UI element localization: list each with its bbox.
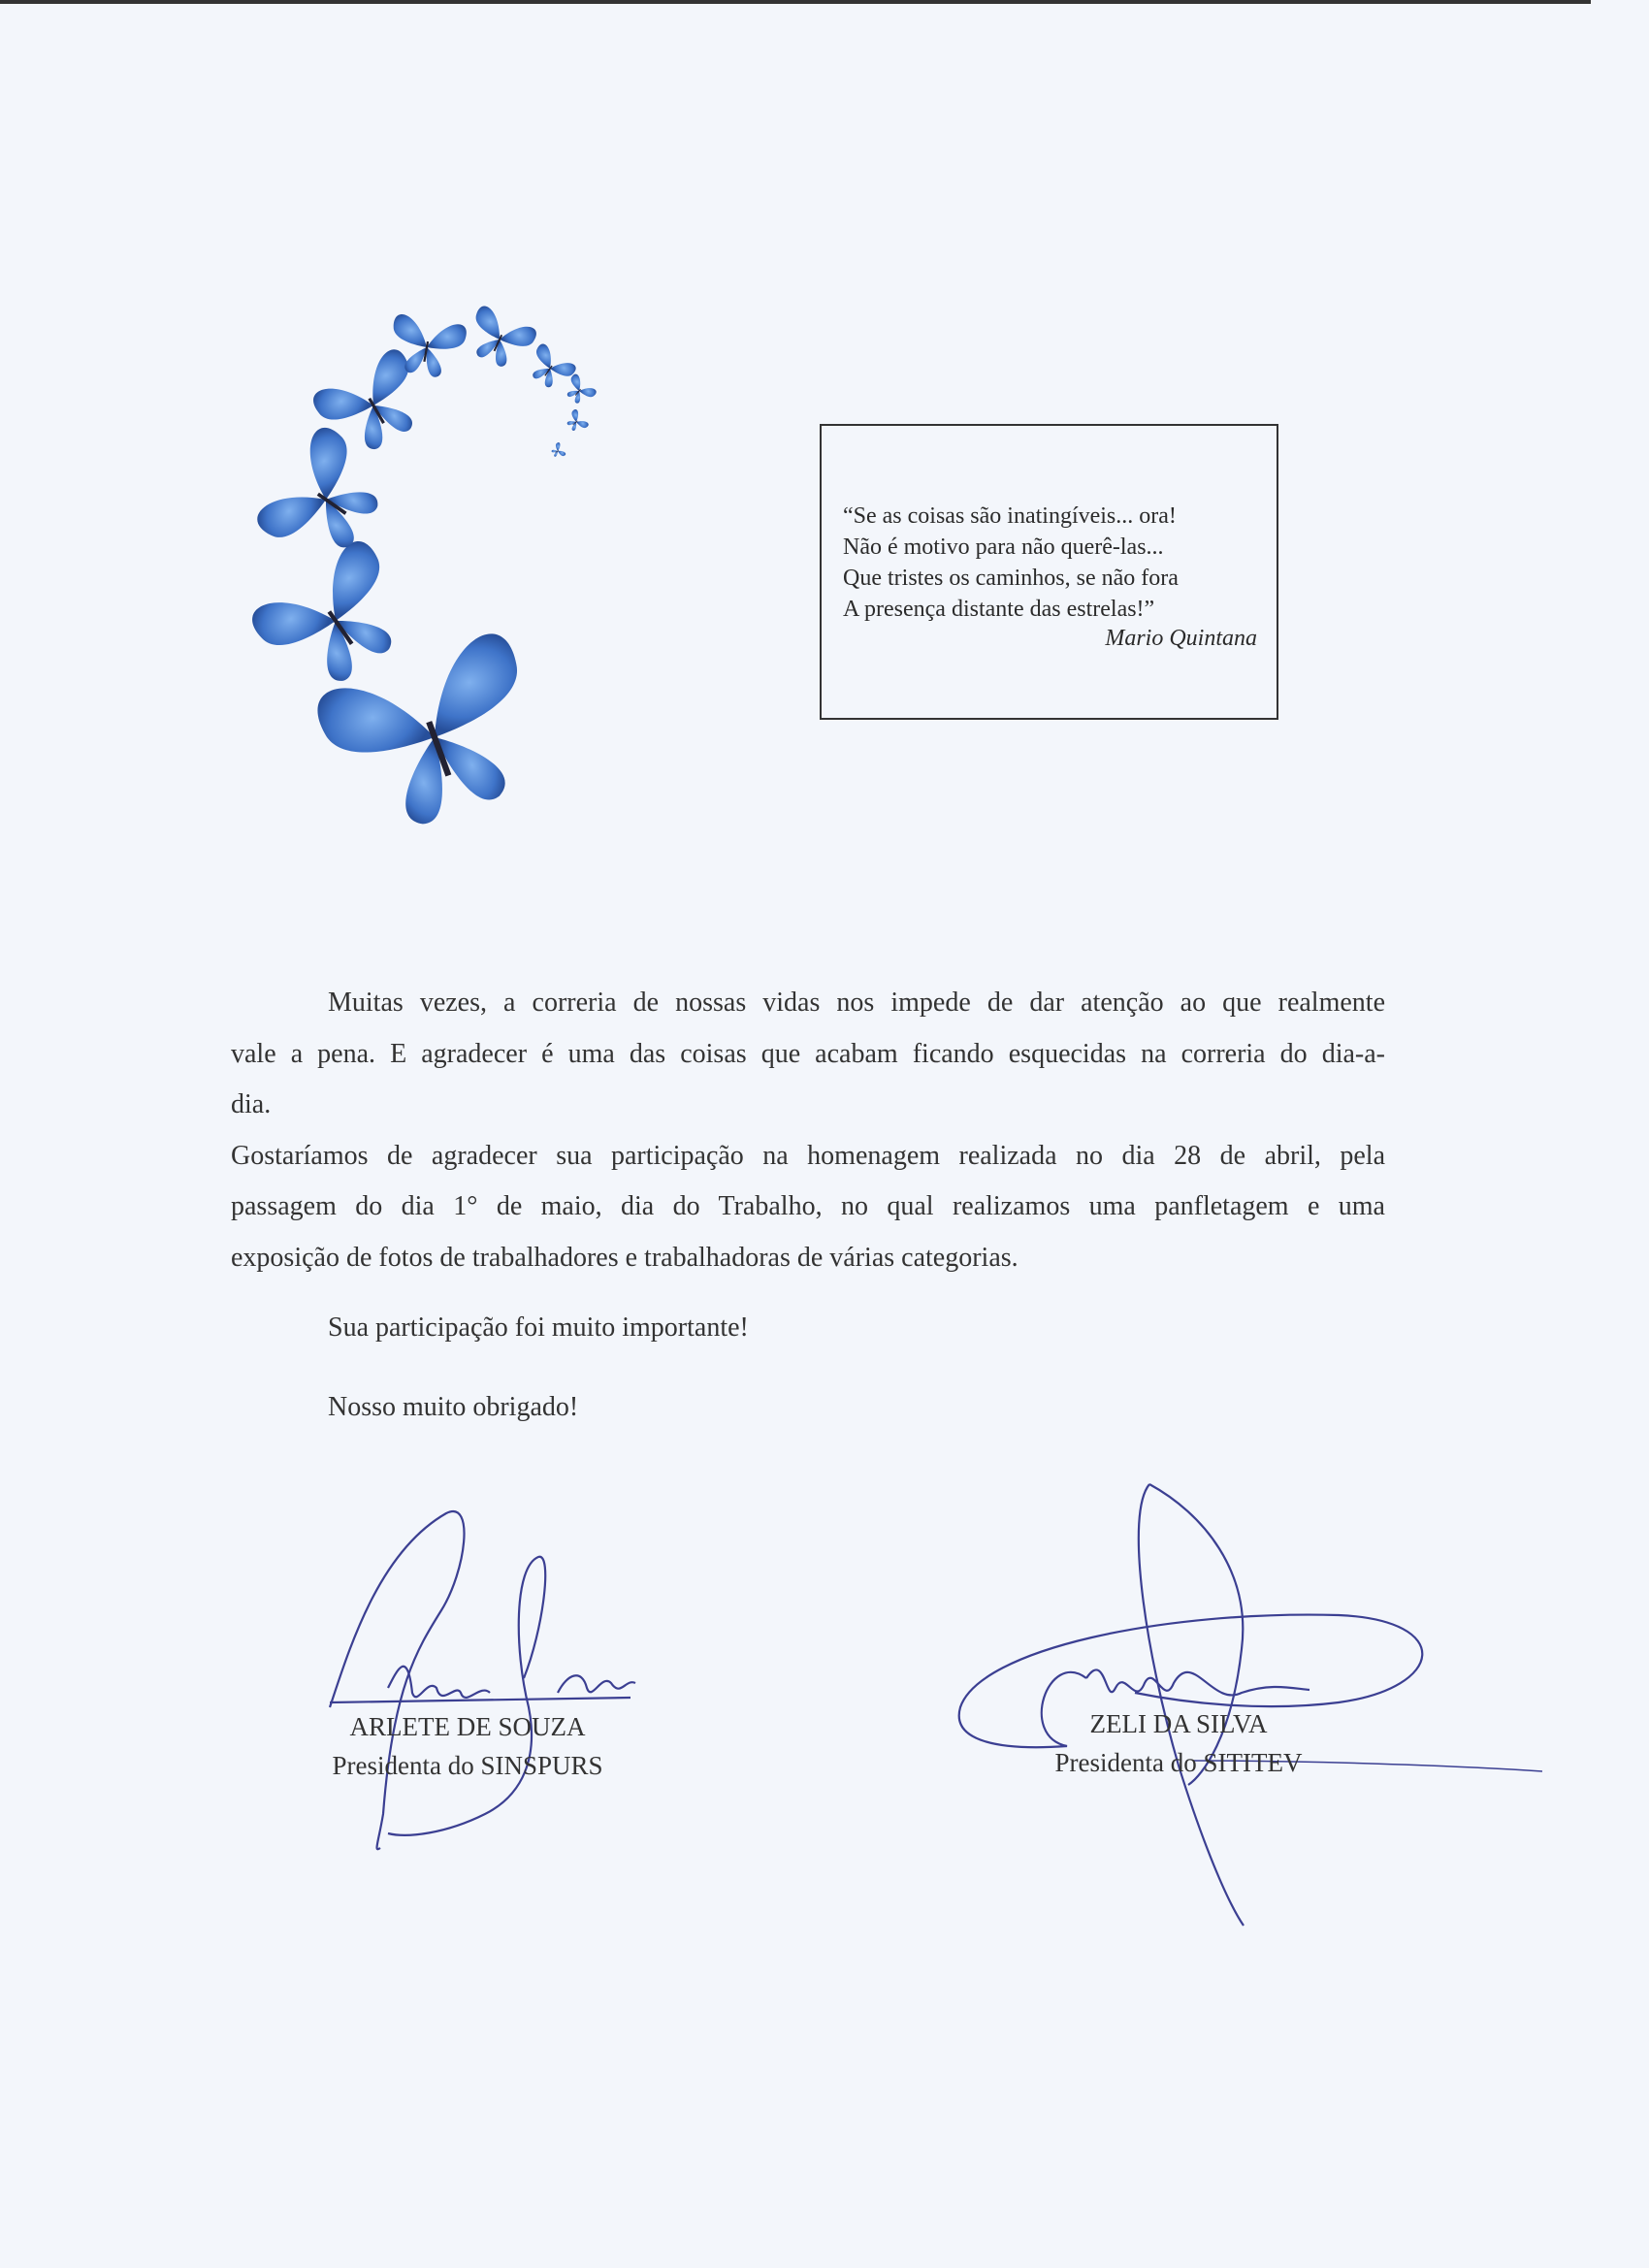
butterflies-illustration xyxy=(233,291,621,863)
signatory-name: ZELI DA SILVA xyxy=(1089,1709,1268,1738)
butterfly xyxy=(522,342,577,396)
signatory-title: Presidenta do SITITEV xyxy=(1054,1748,1303,1777)
butterfly xyxy=(461,304,539,374)
signatory-name: ARLETE DE SOUZA xyxy=(349,1712,586,1741)
scan-edge xyxy=(0,0,1591,4)
closing-importance: Sua participação foi muito importante! xyxy=(328,1312,749,1343)
signature-zeli xyxy=(959,1484,1542,1926)
signature-arlete xyxy=(330,1511,635,1849)
quote-box xyxy=(820,424,1278,720)
butterfly xyxy=(246,535,425,706)
butterfly xyxy=(561,373,598,408)
body-line: dia. xyxy=(231,1089,272,1119)
body-line: vale a pena. E agradecer é uma das coisas que acabam ficando esquecidas na correria do dia-a- xyxy=(231,1038,1385,1069)
body-line: Muitas vezes, a correria de nossas vidas nos impede de dar atenção ao que realmente xyxy=(328,988,1385,1018)
body-line: Gostaríamos de agradecer sua participação na homenagem realizada no dia 28 de abril, pela xyxy=(231,1140,1385,1171)
body-line: exposição de fotos de trabalhadores e trabalhadoras de várias categorias. xyxy=(231,1242,1018,1273)
quote-line: A presença distante das estrelas!” xyxy=(843,597,1155,622)
quote-text xyxy=(843,501,1179,625)
signatory-title: Presidenta do SINSPURS xyxy=(332,1751,603,1780)
butterfly xyxy=(549,442,566,461)
letter-body xyxy=(231,978,1385,1283)
quote-line: “Se as coisas são inatingíveis... ora! xyxy=(843,503,1177,529)
quote-author: Mario Quintana xyxy=(1105,626,1257,651)
quote-line: Não é motivo para não querê-las... xyxy=(843,535,1164,560)
closing-thanks: Nosso muito obrigado! xyxy=(328,1392,579,1422)
quote-line: Que tristes os caminhos, se não fora xyxy=(843,566,1179,591)
body-line: passagem do dia 1° de maio, dia do Trabalho, no qual realizamos uma panfletagem e uma xyxy=(231,1191,1385,1221)
butterfly xyxy=(563,408,589,436)
